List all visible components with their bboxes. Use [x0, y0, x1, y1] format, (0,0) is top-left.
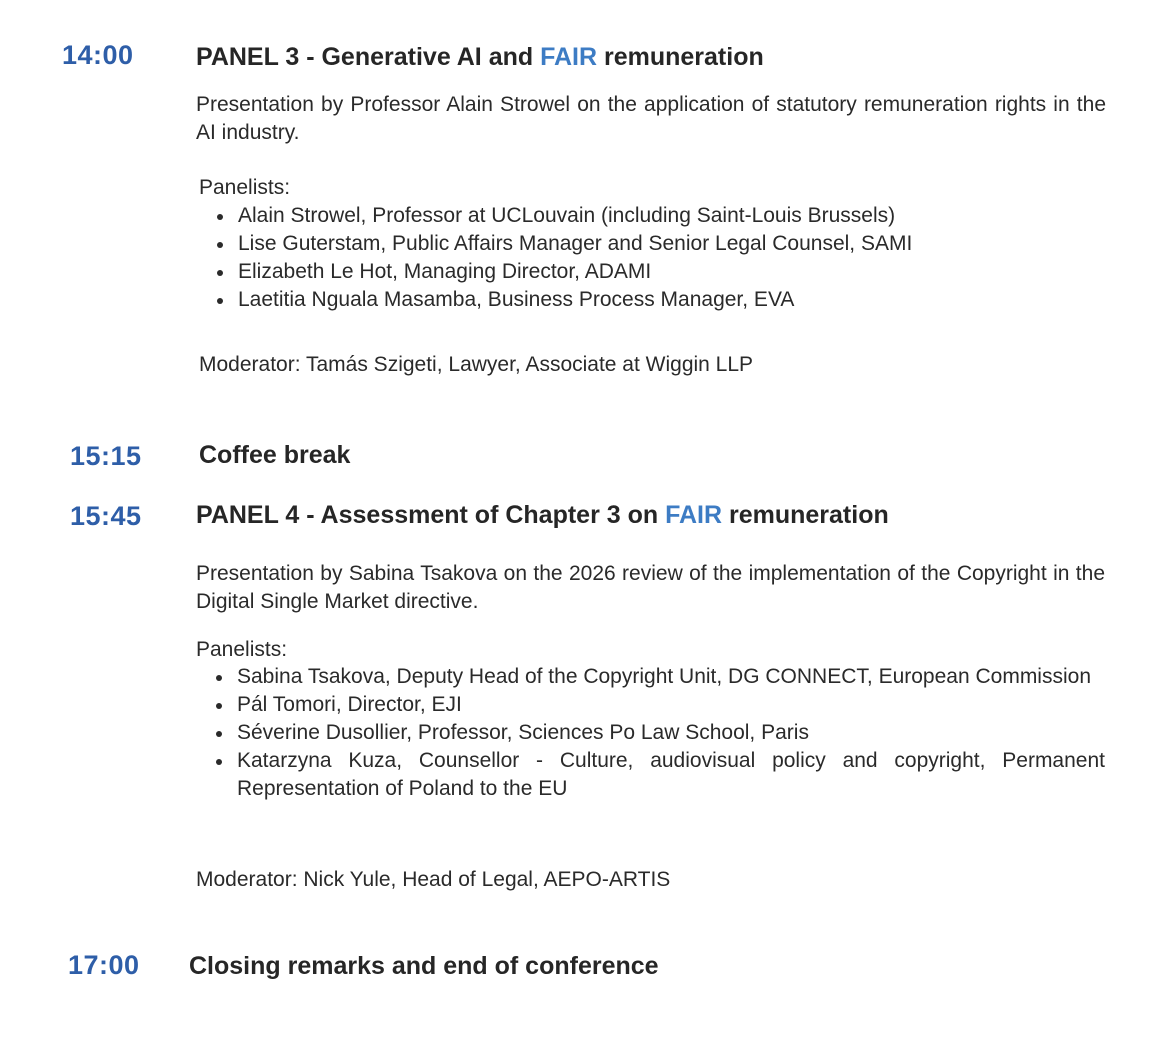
list-item: Laetitia Nguala Masamba, Business Process Manager, EVA	[199, 286, 1106, 314]
panel-4-title-prefix: PANEL 4 - Assessment of Chapter 3 on	[196, 501, 666, 529]
panel-3-presentation: Presentation by Professor Alain Strowel on the application of statutory remuneration rights in the AI industry.	[196, 93, 1106, 144]
list-item: Elizabeth Le Hot, Managing Director, ADAMI	[199, 258, 1106, 286]
panel-4-moderator: Moderator: Nick Yule, Head of Legal, AEPO-ARTIS	[196, 868, 671, 891]
panel-3-panelists-list	[199, 202, 1106, 314]
list-item: Pál Tomori, Director, EJI	[198, 691, 1105, 719]
panel-4-title-fair: FAIR	[665, 501, 723, 529]
closing-remarks-title: Closing remarks and end of conference	[189, 952, 659, 980]
panel-4-panelists-label: Panelists:	[196, 638, 288, 661]
coffee-break-title: Coffee break	[199, 441, 351, 469]
panel-4-panelists-list	[198, 663, 1105, 803]
session-time-1515: 15:15	[70, 441, 142, 471]
list-item: Sabina Tsakova, Deputy Head of the Copyright Unit, DG CONNECT, European Commission	[198, 663, 1105, 691]
session-time-1545: 15:45	[70, 501, 142, 531]
panel-4-title-suffix: remuneration	[722, 501, 889, 529]
panel-3-title-prefix: PANEL 3 - Generative AI and	[196, 43, 541, 71]
panel-4-title	[196, 503, 889, 528]
panel-3-panelists-label: Panelists:	[199, 176, 291, 199]
list-item: Alain Strowel, Professor at UCLouvain (including Saint-Louis Brussels)	[199, 202, 1106, 230]
list-item: Lise Guterstam, Public Affairs Manager and Senior Legal Counsel, SAMI	[199, 230, 1106, 258]
list-item: Séverine Dusollier, Professor, Sciences Po Law School, Paris	[198, 719, 1105, 747]
session-time-1700: 17:00	[68, 950, 140, 980]
panel-4-presentation: Presentation by Sabina Tsakova on the 2026 review of the implementation of the Copyright in the Digital Single Market directive.	[196, 562, 1105, 613]
panel-3-title-suffix: remuneration	[597, 43, 764, 71]
panel-3-moderator: Moderator: Tamás Szigeti, Lawyer, Associate at Wiggin LLP	[199, 353, 754, 376]
panel-3-title	[196, 45, 764, 70]
session-time-1400: 14:00	[62, 40, 134, 70]
panel-3-title-fair: FAIR	[540, 43, 598, 71]
list-item: Katarzyna Kuza, Counsellor - Culture, audiovisual policy and copyright, Permanent Representation of Poland to the EU	[198, 747, 1105, 803]
